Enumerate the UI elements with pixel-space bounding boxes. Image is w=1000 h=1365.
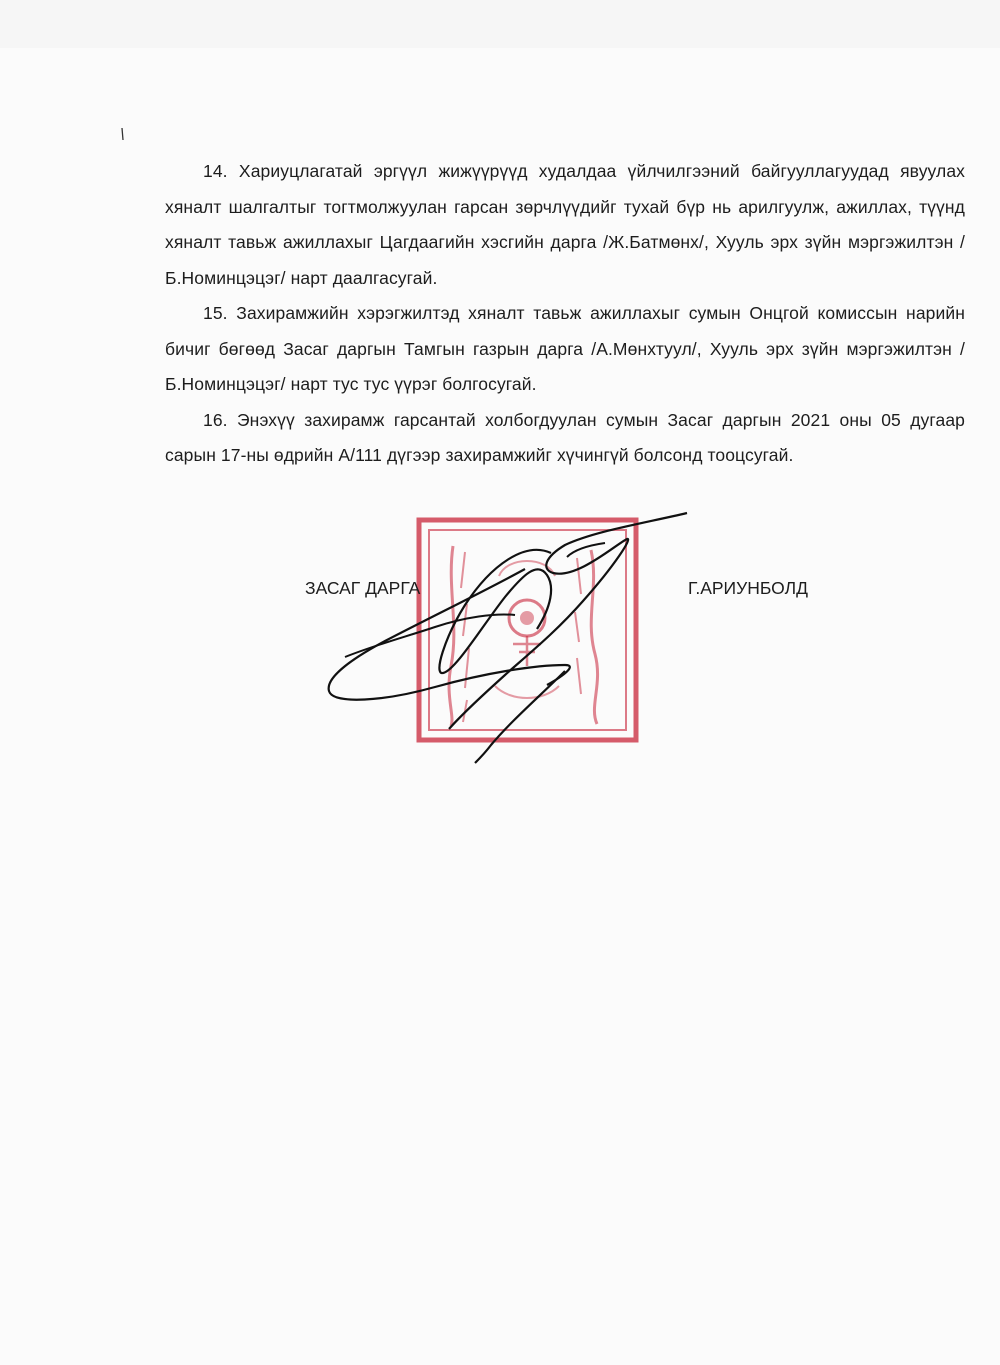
paragraph-14: 14. Хариуцлагатай эргүүл жижүүрүүд худалдаа үйлчилгээний байгууллагуудад явуулах хяналт шалгалтыг тогтмолжуулан гарсан зөрчлүүдийг тухай бүр нь арилгуулж, ажиллах, түүнд хяналт тавьж ажиллахыг Цагдаагийн хэсгийн дарга /Ж.Батмөнх/, Хууль эрх зүйн мэргэжилтэн /Б.Номинцэцэг/ нарт даалгасугай. <box>165 161 965 288</box>
handwritten-signature <box>315 505 715 765</box>
paragraph-16: 16. Энэхүү захирамж гарсантай холбогдуулан сумын Засаг даргын 2021 оны 05 дугаар сарын 17-ны өдрийн А/111 дүгээр захирамжийг хүчингүй болсонд тооцсугай. <box>165 409 965 465</box>
document-body <box>165 154 965 474</box>
signatory-title: ЗАСАГ ДАРГА <box>305 578 421 598</box>
scan-top-margin <box>0 0 1000 48</box>
signatory-name: Г.АРИУНБОЛД <box>688 578 808 598</box>
paragraph-15: 15. Захирамжийн хэрэгжилтэд хяналт тавьж ажиллахыг сумын Онцгой комиссын нарийн бичиг бөгөөд Засаг даргын Тамгын газрын дарга /А.Мөнхтуул/, Хууль эрх зүйн мэргэжилтэн /Б.Номинцэцэг/ нарт тус тус үүрэг болгосугай. <box>165 303 965 394</box>
